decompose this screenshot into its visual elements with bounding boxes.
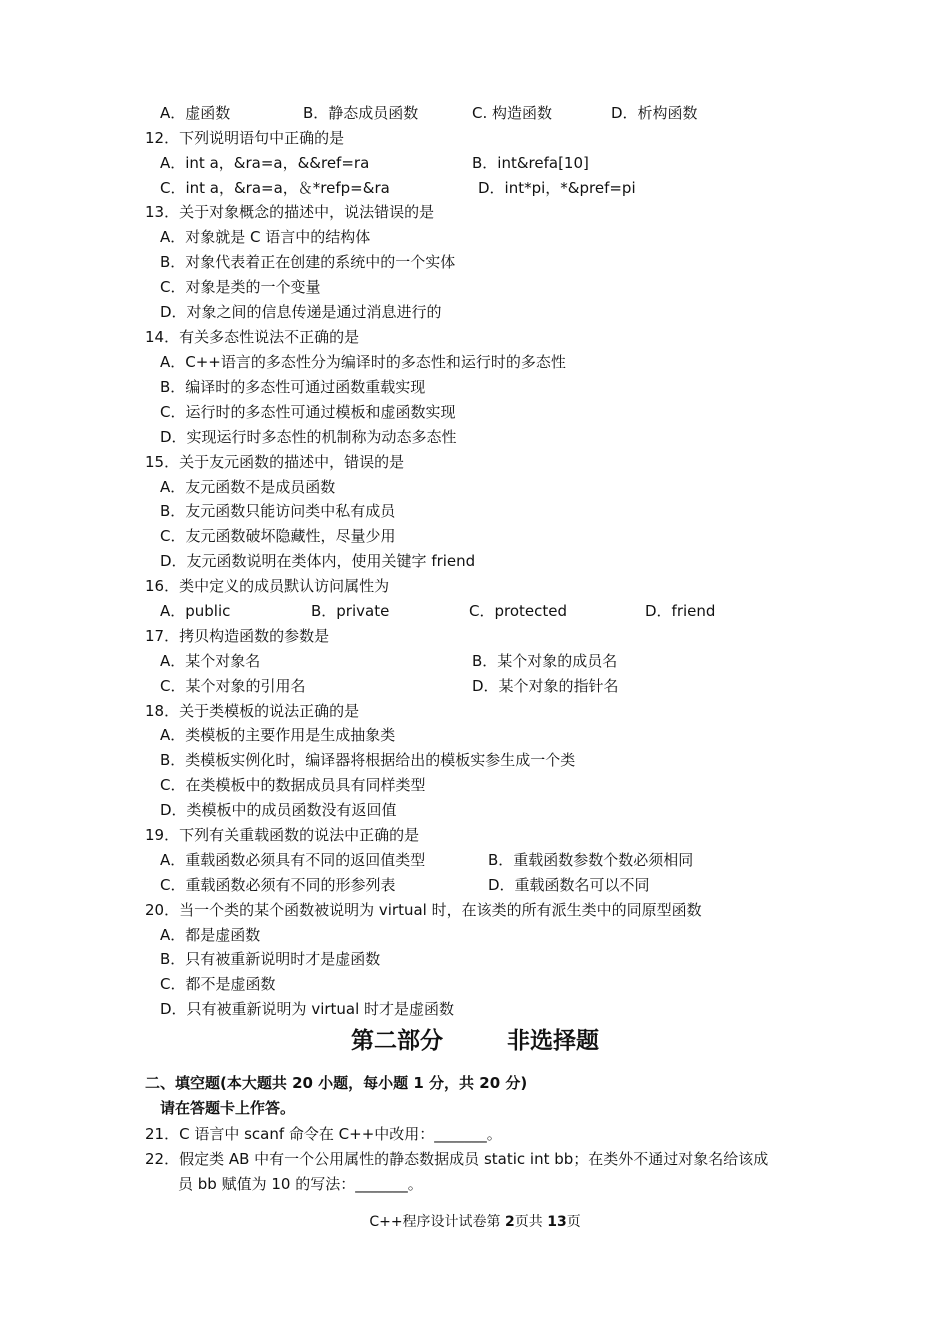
q19-option-a: A．重载函数必须具有不同的返回值类型 (160, 851, 426, 869)
q20-option-a: A．都是虚函数 (160, 926, 261, 944)
q12-stem: 12．下列说明语句中正确的是 (145, 129, 345, 147)
footer-middle: 页共 (514, 1214, 548, 1230)
q14-option-c: C．运行时的多态性可通过模板和虚函数实现 (160, 403, 456, 421)
q17-option-d: D．某个对象的指针名 (472, 677, 619, 695)
q16-option-b: B．private (311, 602, 390, 620)
footer-total-pages: 13 (547, 1214, 567, 1230)
q12-option-d: D．int*pi，*&pref=pi (478, 179, 636, 197)
q20-option-c: C．都不是虚函数 (160, 975, 276, 993)
q17-option-c: C．某个对象的引用名 (160, 677, 306, 695)
q11-option-d: D．析构函数 (611, 104, 698, 122)
q20-stem: 20．当一个类的某个函数被说明为 virtual 时，在该类的所有派生类中的同原型函数 (145, 901, 702, 919)
q21-stem: 21．C 语言中 scanf 命令在 C++中改用：_______。 (145, 1125, 502, 1143)
q17-option-b: B．某个对象的成员名 (472, 652, 618, 670)
q13-option-b: B．对象代表着正在创建的系统中的一个实体 (160, 253, 456, 271)
q16-stem: 16．类中定义的成员默认访问属性为 (145, 577, 390, 595)
page-footer (0, 1213, 950, 1231)
q18-option-d: D．类模板中的成员函数没有返回值 (160, 801, 397, 819)
q11-option-c: C. 构造函数 (472, 104, 553, 122)
q14-option-b: B．编译时的多态性可通过函数重载实现 (160, 378, 426, 396)
q12-option-c: C．int a，&ra=a，＆*refp=&ra (160, 179, 390, 197)
footer-prefix: C++程序设计试卷第 (369, 1214, 505, 1230)
section-heading: 二、填空题(本大题共 20 小题，每小题 1 分，共 20 分) (145, 1074, 528, 1092)
q14-stem: 14．有关多态性说法不正确的是 (145, 328, 360, 346)
q22-stem-continued: 员 bb 赋值为 10 的写法：_______。 (178, 1175, 423, 1193)
q15-option-c: C．友元函数破坏隐藏性，尽量少用 (160, 527, 396, 545)
q14-option-d: D．实现运行时多态性的机制称为动态多态性 (160, 428, 457, 446)
part-title: 第二部分 非选择题 (350, 1027, 600, 1054)
footer-suffix: 页 (566, 1214, 581, 1230)
q20-option-d: D．只有被重新说明为 virtual 时才是虚函数 (160, 1000, 455, 1018)
q19-option-b: B．重载函数参数个数必须相同 (488, 851, 694, 869)
q11-option-a: A．虚函数 (160, 104, 231, 122)
q17-stem: 17．拷贝构造函数的参数是 (145, 627, 330, 645)
q18-option-a: A．类模板的主要作用是生成抽象类 (160, 726, 396, 744)
q15-option-b: B．友元函数只能访问类中私有成员 (160, 502, 396, 520)
q20-option-b: B．只有被重新说明时才是虚函数 (160, 950, 381, 968)
q19-option-c: C．重载函数必须有不同的形参列表 (160, 876, 396, 894)
q22-stem: 22．假定类 AB 中有一个公用属性的静态数据成员 static int bb；在类外不通过对象名给该成 (145, 1150, 769, 1168)
q12-option-a: A．int a，&ra=a，&&ref=ra (160, 154, 370, 172)
q13-option-d: D．对象之间的信息传递是通过消息进行的 (160, 303, 442, 321)
q13-stem: 13．关于对象概念的描述中，说法错误的是 (145, 203, 435, 221)
q14-option-a: A．C++语言的多态性分为编译时的多态性和运行时的多态性 (160, 353, 566, 371)
q13-option-a: A．对象就是 C 语言中的结构体 (160, 228, 371, 246)
q13-option-c: C．对象是类的一个变量 (160, 278, 321, 296)
q19-option-d: D．重载函数名可以不同 (488, 876, 650, 894)
section-instruction: 请在答题卡上作答。 (160, 1099, 296, 1117)
q15-option-a: A．友元函数不是成员函数 (160, 478, 336, 496)
q16-option-c: C．protected (469, 602, 567, 620)
q15-option-d: D．友元函数说明在类体内，使用关键字 friend (160, 552, 476, 570)
q19-stem: 19．下列有关重载函数的说法中正确的是 (145, 826, 420, 844)
q15-stem: 15．关于友元函数的描述中，错误的是 (145, 453, 405, 471)
q18-option-b: B．类模板实例化时，编译器将根据给出的模板实参生成一个类 (160, 751, 576, 769)
q18-option-c: C．在类模板中的数据成员具有同样类型 (160, 776, 426, 794)
q12-option-b: B．int&refa[10] (472, 154, 589, 172)
q16-option-d: D．friend (645, 602, 716, 620)
q17-option-a: A．某个对象名 (160, 652, 261, 670)
q16-option-a: A．public (160, 602, 231, 620)
footer-page-number: 2 (505, 1214, 515, 1230)
q11-option-b: B．静态成员函数 (303, 104, 419, 122)
q18-stem: 18．关于类模板的说法正确的是 (145, 702, 360, 720)
